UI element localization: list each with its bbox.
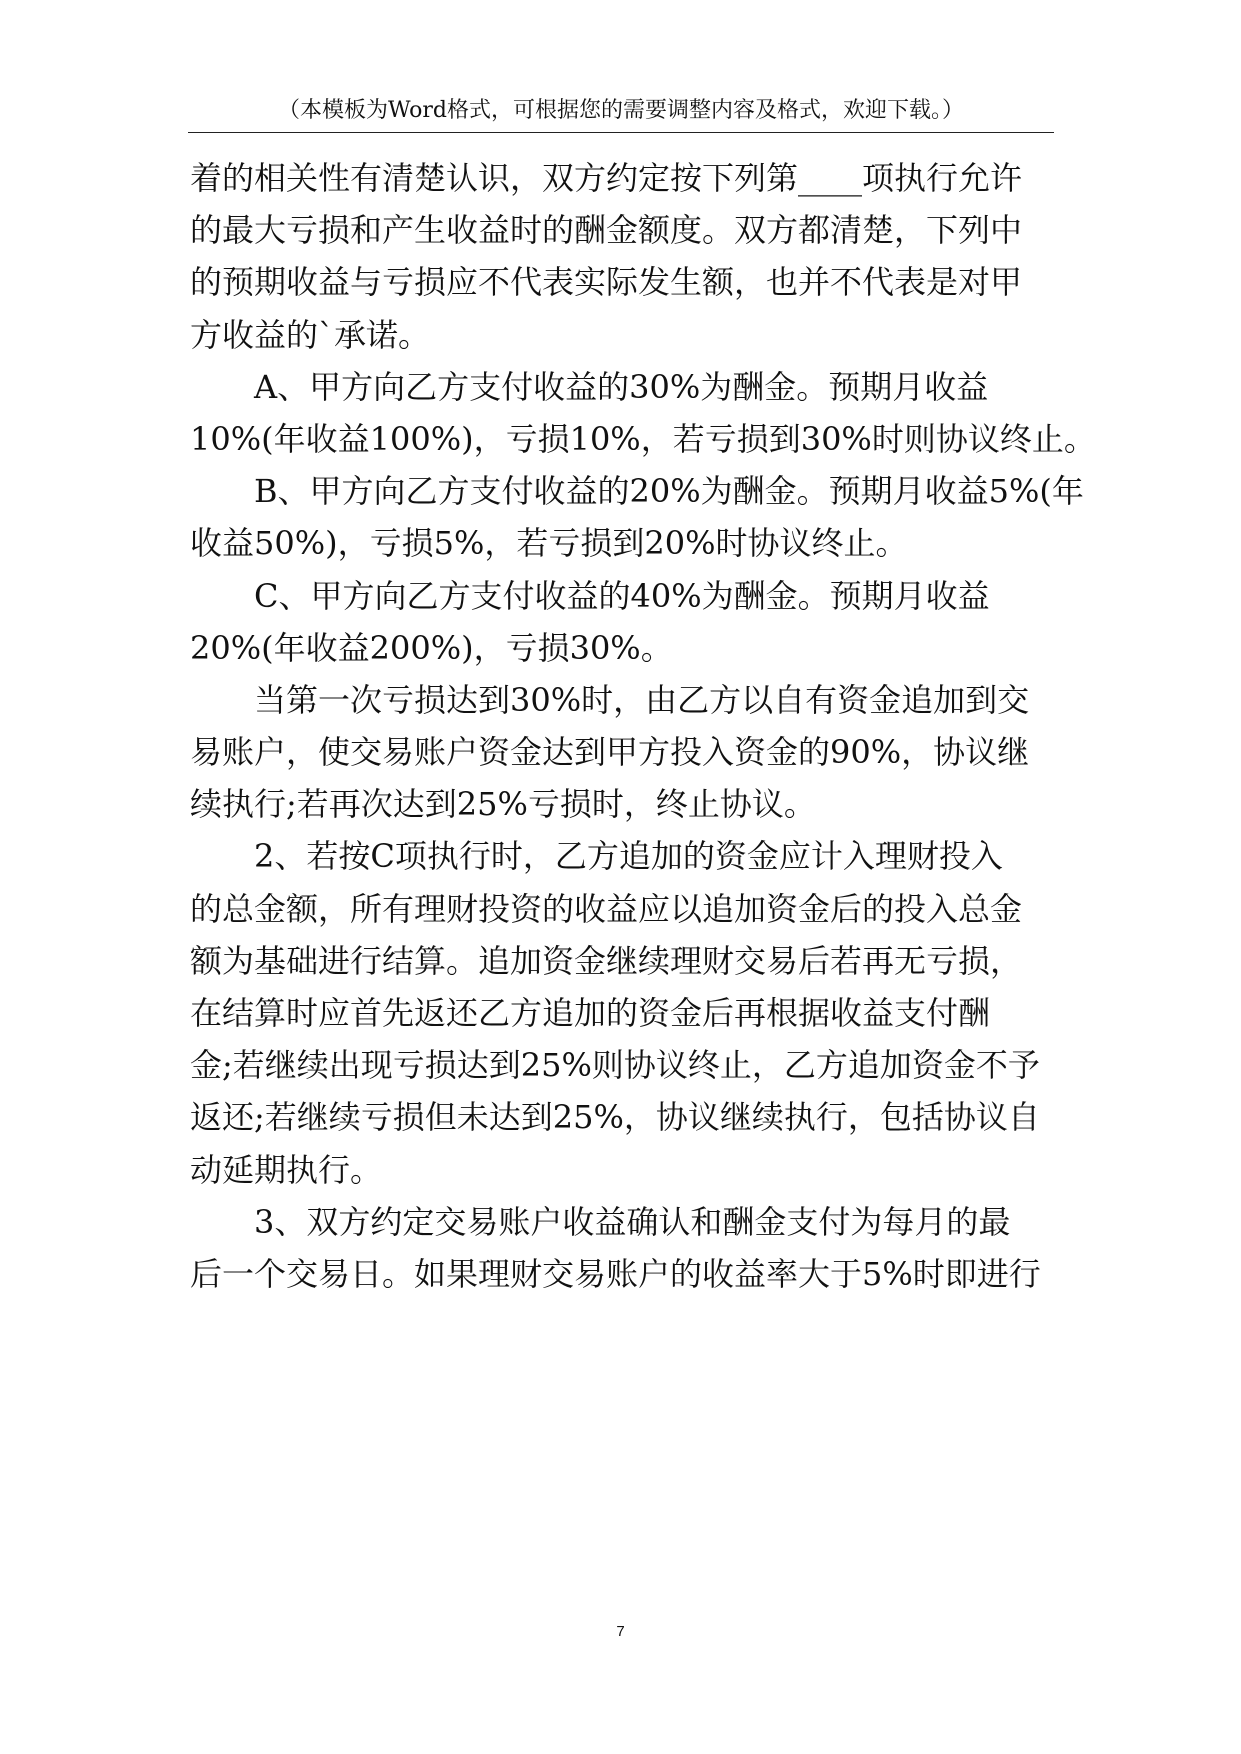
header-divider	[188, 132, 1054, 133]
text-line: 返还;若继续亏损但未达到25%，协议继续执行，包括协议自	[190, 1098, 1040, 1137]
text-line: 收益50%)，亏损5%，若亏损到20%时协议终止。	[190, 524, 908, 563]
page-number: 7	[616, 1623, 625, 1640]
text-line: 的最大亏损和产生收益时的酬金额度。双方都清楚，下列中	[190, 211, 1023, 250]
text-line: 2、若按C项执行时，乙方追加的资金应计入理财投入	[254, 837, 1003, 876]
text-line: 动延期执行。	[190, 1150, 383, 1189]
text-line: 的总金额，所有理财投资的收益应以追加资金后的投入总金	[190, 889, 1023, 928]
text-line: 着的相关性有清楚认识，双方约定按下列第____项执行允许	[190, 159, 1023, 197]
text-line: C、甲方向乙方支付收益的40%为酬金。预期月收益	[254, 576, 990, 615]
text-line: 10%(年收益100%)，亏损10%，若亏损到30%时则协议终止。	[190, 419, 1096, 458]
text-line: A、甲方向乙方支付收益的30%为酬金。预期月收益	[254, 367, 989, 406]
text-line: 后一个交易日。如果理财交易账户的收益率大于5%时即进行	[190, 1254, 1041, 1293]
document-body	[190, 152, 1096, 1300]
text-line: 的预期收益与亏损应不代表实际发生额，也并不代表是对甲	[190, 263, 1023, 302]
text-line: 易账户，使交易账户资金达到甲方投入资金的90%，协议继	[190, 733, 1030, 772]
text-line: 额为基础进行结算。追加资金继续理财交易后若再无亏损，	[190, 941, 1023, 980]
text-line: 续执行;若再次达到25%亏损时，终止协议。	[190, 785, 816, 824]
header-note: （本模板为Word格式，可根据您的需要调整内容及格式，欢迎下载。）	[278, 98, 964, 123]
text-line: 方收益的`承诺。	[190, 315, 431, 354]
text-line: B、甲方向乙方支付收益的20%为酬金。预期月收益5%(年	[254, 472, 1084, 511]
text-line: 当第一次亏损达到30%时，由乙方以自有资金追加到交	[254, 680, 1030, 719]
text-line: 20%(年收益200%)，亏损30%。	[190, 628, 673, 667]
text-line: 金;若继续出现亏损达到25%则协议终止，乙方追加资金不予	[190, 1046, 1040, 1085]
text-line: 在结算时应首先返还乙方追加的资金后再根据收益支付酬	[190, 994, 991, 1032]
text-line: 3、双方约定交易账户收益确认和酬金支付为每月的最	[254, 1202, 1011, 1241]
